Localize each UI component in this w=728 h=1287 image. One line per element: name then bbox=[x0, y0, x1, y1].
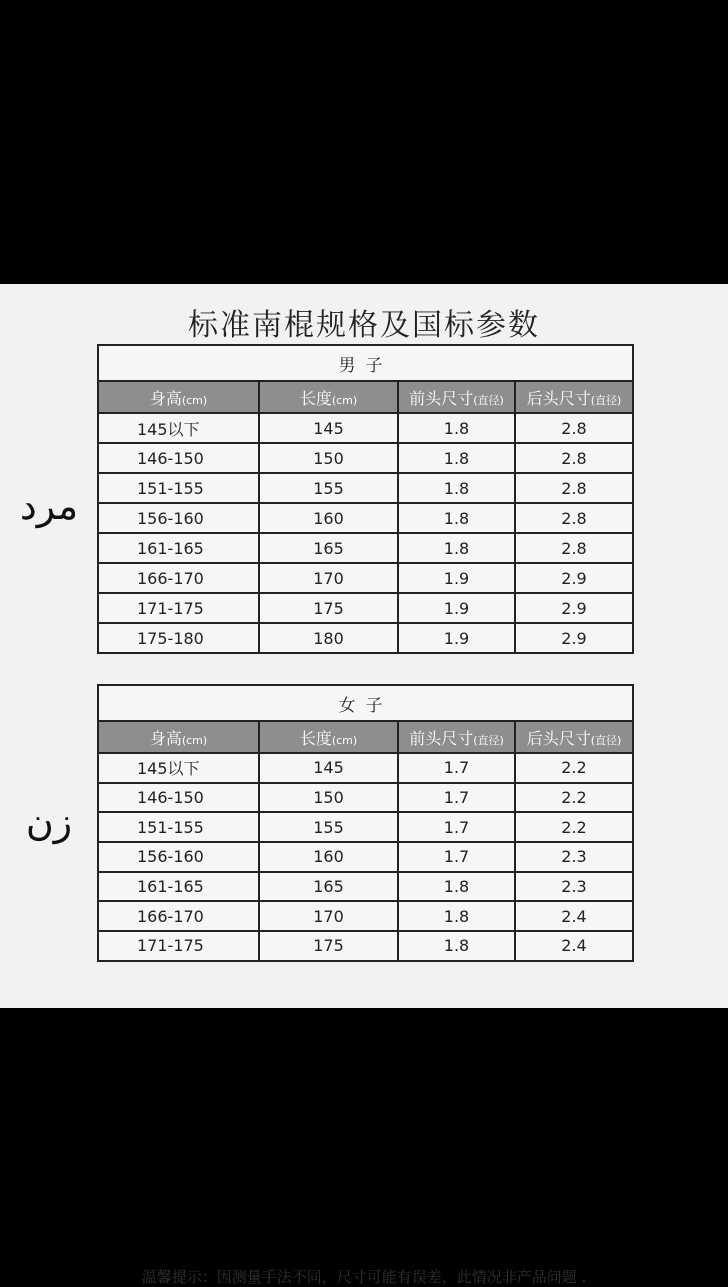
women-column-header bbox=[398, 721, 515, 753]
men-column-header bbox=[398, 381, 515, 413]
table-cell: 2.2 bbox=[515, 783, 633, 813]
column-header-unit: (cm) bbox=[331, 393, 358, 407]
table-row bbox=[98, 503, 633, 533]
table-cell: 2.8 bbox=[515, 473, 633, 503]
table-cell: 145以下 bbox=[98, 413, 259, 443]
table-cell: 175 bbox=[259, 931, 398, 961]
table-cell: 151-155 bbox=[98, 473, 259, 503]
table-cell: 2.9 bbox=[515, 563, 633, 593]
table-cell: 161-165 bbox=[98, 872, 259, 902]
table-cell: 1.7 bbox=[398, 753, 515, 783]
table-cell: 160 bbox=[259, 842, 398, 872]
table-cell: 145以下 bbox=[98, 753, 259, 783]
table-cell: 156-160 bbox=[98, 842, 259, 872]
table-cell: 171-175 bbox=[98, 593, 259, 623]
table-cell: 155 bbox=[259, 473, 398, 503]
column-header-unit: (cm) bbox=[331, 733, 358, 747]
table-row bbox=[98, 753, 633, 783]
column-header-label: 后头尺寸 bbox=[526, 388, 591, 408]
column-header-unit: (直径) bbox=[590, 733, 622, 747]
column-header-label: 前头尺寸 bbox=[409, 728, 474, 748]
women-size-table bbox=[97, 684, 634, 962]
table-cell: 170 bbox=[259, 563, 398, 593]
women-table-body bbox=[98, 753, 633, 961]
column-header-unit: (cm) bbox=[181, 733, 208, 747]
table-cell: 165 bbox=[259, 872, 398, 902]
table-cell: 146-150 bbox=[98, 443, 259, 473]
table-cell: 180 bbox=[259, 623, 398, 653]
men-column-header bbox=[259, 381, 398, 413]
table-row bbox=[98, 593, 633, 623]
table-cell: 1.8 bbox=[398, 473, 515, 503]
table-row bbox=[98, 872, 633, 902]
column-header-unit: (直径) bbox=[590, 393, 622, 407]
page-title: 标准南棍规格及国标参数 bbox=[188, 308, 540, 343]
table-cell: 1.8 bbox=[398, 503, 515, 533]
men-header-row bbox=[98, 381, 633, 413]
table-row bbox=[98, 812, 633, 842]
table-cell: 1.8 bbox=[398, 443, 515, 473]
table-cell: 145 bbox=[259, 413, 398, 443]
table-cell: 1.8 bbox=[398, 413, 515, 443]
table-cell: 2.4 bbox=[515, 901, 633, 931]
table-cell: 160 bbox=[259, 503, 398, 533]
table-cell: 165 bbox=[259, 533, 398, 563]
column-header-label: 长度 bbox=[299, 388, 332, 408]
table-cell: 1.7 bbox=[398, 783, 515, 813]
table-cell: 170 bbox=[259, 901, 398, 931]
table-row bbox=[98, 563, 633, 593]
table-cell: 1.9 bbox=[398, 623, 515, 653]
table-cell: 1.8 bbox=[398, 931, 515, 961]
men-side-label: مرد bbox=[19, 484, 79, 528]
table-cell: 175 bbox=[259, 593, 398, 623]
table-cell: 1.7 bbox=[398, 812, 515, 842]
women-group-label: 女子 bbox=[98, 685, 633, 721]
women-column-header bbox=[515, 721, 633, 753]
men-group-label: 男子 bbox=[98, 345, 633, 381]
column-header-label: 身高 bbox=[149, 728, 182, 748]
spec-sheet bbox=[0, 284, 728, 1286]
table-cell: 2.2 bbox=[515, 753, 633, 783]
men-column-header bbox=[515, 381, 633, 413]
column-header-unit: (直径) bbox=[473, 393, 504, 407]
table-row bbox=[98, 901, 633, 931]
table-cell: 1.7 bbox=[398, 842, 515, 872]
table-cell: 150 bbox=[259, 443, 398, 473]
table-cell: 151-155 bbox=[98, 812, 259, 842]
table-cell: 175-180 bbox=[98, 623, 259, 653]
table-cell: 171-175 bbox=[98, 931, 259, 961]
men-column-header bbox=[98, 381, 259, 413]
table-cell: 1.8 bbox=[398, 533, 515, 563]
footer-note: 温馨提示：因测量手法不同，尺寸可能有误差，此情况非产品问题 . bbox=[141, 1268, 587, 1286]
table-cell: 1.8 bbox=[398, 901, 515, 931]
table-row bbox=[98, 623, 633, 653]
table-row bbox=[98, 842, 633, 872]
table-cell: 166-170 bbox=[98, 563, 259, 593]
women-column-header bbox=[259, 721, 398, 753]
table-cell: 145 bbox=[259, 753, 398, 783]
table-cell: 2.8 bbox=[515, 413, 633, 443]
men-table-body bbox=[98, 413, 633, 653]
table-row bbox=[98, 533, 633, 563]
column-header-label: 长度 bbox=[299, 728, 332, 748]
column-header-label: 身高 bbox=[149, 388, 182, 408]
table-cell: 2.3 bbox=[515, 872, 633, 902]
men-size-table bbox=[97, 344, 634, 654]
table-row bbox=[98, 443, 633, 473]
table-cell: 2.9 bbox=[515, 623, 633, 653]
column-header-label: 后头尺寸 bbox=[526, 728, 591, 748]
column-header-label: 前头尺寸 bbox=[409, 388, 474, 408]
table-cell: 155 bbox=[259, 812, 398, 842]
table-cell: 2.9 bbox=[515, 593, 633, 623]
table-row bbox=[98, 413, 633, 443]
table-cell: 1.8 bbox=[398, 872, 515, 902]
women-side-label: زن bbox=[25, 800, 73, 844]
table-cell: 1.9 bbox=[398, 593, 515, 623]
women-header-row bbox=[98, 721, 633, 753]
table-cell: 2.3 bbox=[515, 842, 633, 872]
table-cell: 161-165 bbox=[98, 533, 259, 563]
table-row bbox=[98, 473, 633, 503]
table-cell: 150 bbox=[259, 783, 398, 813]
table-cell: 166-170 bbox=[98, 901, 259, 931]
table-cell: 2.8 bbox=[515, 503, 633, 533]
table-cell: 2.4 bbox=[515, 931, 633, 961]
table-row bbox=[98, 783, 633, 813]
column-header-unit: (直径) bbox=[473, 733, 504, 747]
table-cell: 1.9 bbox=[398, 563, 515, 593]
column-header-unit: (cm) bbox=[181, 393, 208, 407]
women-column-header bbox=[98, 721, 259, 753]
table-row bbox=[98, 931, 633, 961]
table-cell: 2.2 bbox=[515, 812, 633, 842]
table-cell: 2.8 bbox=[515, 533, 633, 563]
table-cell: 2.8 bbox=[515, 443, 633, 473]
table-cell: 146-150 bbox=[98, 783, 259, 813]
table-cell: 156-160 bbox=[98, 503, 259, 533]
